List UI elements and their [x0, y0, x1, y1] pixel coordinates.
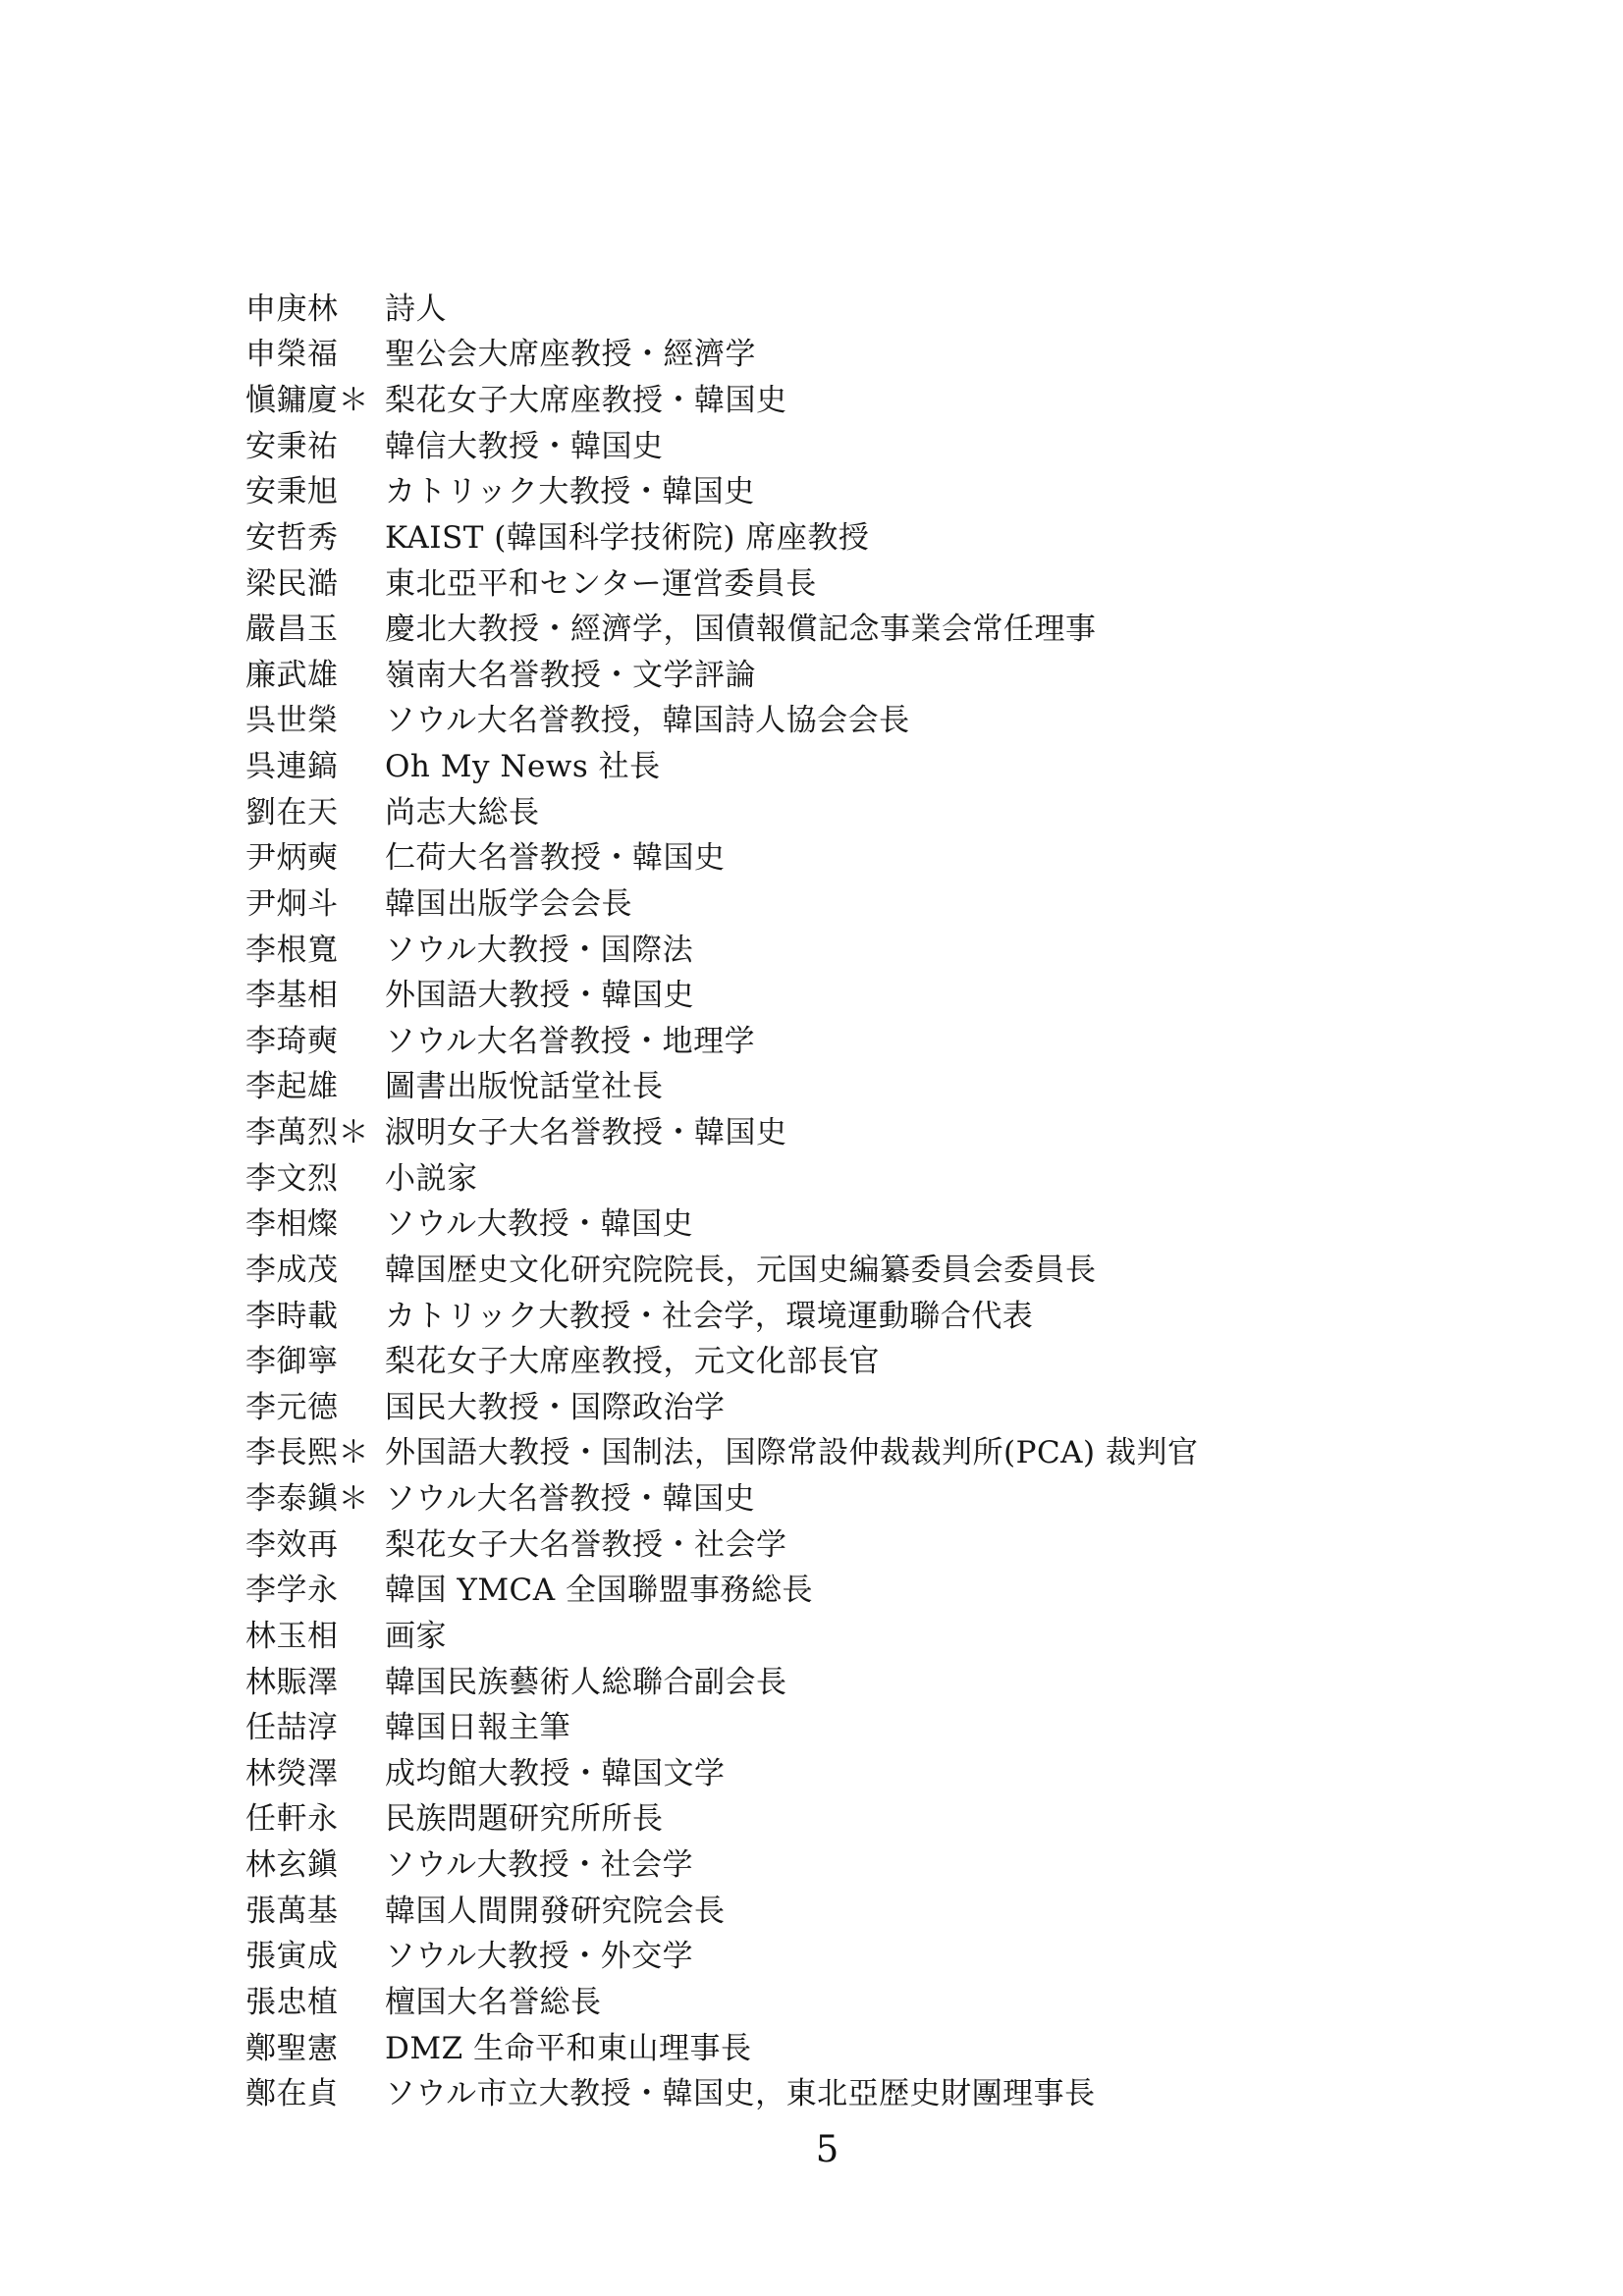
- list-item: [245, 283, 1483, 329]
- list-item: [245, 329, 1483, 375]
- list-item: [245, 695, 1483, 741]
- entry-title: 嶺南大名誉教授・文学評論: [385, 657, 756, 693]
- entry-title: 韓信大教授・韓国史: [385, 428, 664, 464]
- entry-title: カトリック大教授・韓国史: [385, 474, 755, 510]
- entry-title: 韓国日報主筆: [385, 1710, 570, 1746]
- list-item: [245, 878, 1483, 924]
- list-item: [245, 740, 1483, 786]
- entry-name: 劉在天: [245, 794, 339, 830]
- entry-name: 林玉相: [245, 1618, 339, 1654]
- list-item: [245, 1199, 1483, 1245]
- entry-name: 李基相: [245, 978, 339, 1014]
- entry-name: 尹炯斗: [245, 885, 339, 922]
- list-item: [245, 1472, 1483, 1519]
- list-item: [245, 924, 1483, 970]
- list-item: [245, 420, 1483, 466]
- entry-name: 任喆淳: [245, 1710, 339, 1746]
- entry-name: 林熒澤: [245, 1755, 339, 1791]
- entry-name: 李起雄: [245, 1069, 339, 1105]
- list-item: [245, 1976, 1483, 2022]
- entry-name: 張寅成: [245, 1939, 339, 1975]
- page-number: 5: [815, 2128, 839, 2170]
- entry-title: ソウル大名誉教授・韓国史: [385, 1481, 756, 1518]
- entry-title: 韓国民族藝術人総聯合副会長: [385, 1664, 787, 1700]
- list-item: [245, 969, 1483, 1015]
- list-item: [245, 1747, 1483, 1793]
- list-item: [245, 1244, 1483, 1290]
- entry-title: 外国語大教授・韓国史: [385, 978, 694, 1014]
- entry-title: ソウル大教授・社会学: [385, 1847, 694, 1884]
- entry-name: 李泰鎭＊: [245, 1481, 369, 1518]
- list-item: [245, 1565, 1483, 1611]
- list-item: [245, 786, 1483, 832]
- list-item: [245, 1290, 1483, 1336]
- list-item: [245, 1656, 1483, 1702]
- entry-title: 国民大教授・国際政治学: [385, 1389, 726, 1425]
- entry-name: 梁民澔: [245, 565, 339, 602]
- list-item: [245, 2067, 1483, 2113]
- list-item: [245, 1015, 1483, 1061]
- entry-title: 梨花女子大名誉教授・社会学: [385, 1526, 787, 1563]
- entry-name: 安秉旭: [245, 474, 339, 510]
- entry-title: 韓国 YMCA 全国聯盟事務総長: [385, 1573, 814, 1609]
- list-item: [245, 1610, 1483, 1656]
- list-item: [245, 1152, 1483, 1199]
- entry-name: 安哲秀: [245, 519, 339, 556]
- list-item: [245, 1106, 1483, 1152]
- entry-title: 仁荷大名誉教授・韓国史: [385, 840, 726, 877]
- entry-name: 呉連鎬: [245, 749, 339, 785]
- entry-title: 韓国人間開發硏究院会長: [385, 1893, 726, 1929]
- entry-name: 呉世榮: [245, 703, 339, 739]
- entry-title: 圖書出版悅話堂社長: [385, 1069, 664, 1105]
- entry-title: 民族問題研究所所長: [385, 1801, 664, 1838]
- entry-title: カトリック大教授・社会学，環境運動聯合代表: [385, 1298, 1034, 1334]
- list-item: [245, 511, 1483, 558]
- list-item: [245, 1519, 1483, 1565]
- entry-title: 画家: [385, 1618, 447, 1654]
- entry-name: 林賑澤: [245, 1664, 339, 1700]
- entry-name: 任軒永: [245, 1801, 339, 1838]
- entry-title: 外国語大教授・国制法，国際常設仲裁裁判所(PCA) 裁判官: [385, 1435, 1199, 1471]
- list-item: [245, 603, 1483, 649]
- entry-name: 張萬基: [245, 1893, 339, 1929]
- entry-name: 李根寬: [245, 932, 339, 968]
- entry-name: 安秉祐: [245, 428, 339, 464]
- list-item: [245, 1427, 1483, 1473]
- entry-title: DMZ 生命平和東山理事長: [385, 2030, 752, 2066]
- entry-title: 檀国大名誉総長: [385, 1984, 602, 2020]
- entry-title: 淑明女子大名誉教授・韓国史: [385, 1115, 787, 1151]
- list-item: [245, 374, 1483, 420]
- entry-name: 林玄鎭: [245, 1847, 339, 1884]
- entry-title: 尚志大総長: [385, 794, 540, 830]
- list-item: [245, 1061, 1483, 1107]
- entry-title: KAIST (韓国科学技術院) 席座教授: [385, 519, 870, 556]
- entry-title: ソウル大名誉教授，韓国詩人協会会長: [385, 703, 910, 739]
- entry-title: 韓国出版学会会長: [385, 885, 632, 922]
- entry-name: 李時載: [245, 1298, 339, 1334]
- entry-title: 成均館大教授・韓国文学: [385, 1755, 726, 1791]
- entry-name: 李文烈: [245, 1160, 339, 1197]
- entry-name: 嚴昌玉: [245, 612, 339, 648]
- list-item: [245, 1381, 1483, 1427]
- list-item: [245, 649, 1483, 695]
- list-item: [245, 1931, 1483, 1977]
- list-item: [245, 1701, 1483, 1747]
- list-item: [245, 1793, 1483, 1840]
- entry-name: 李效再: [245, 1526, 339, 1563]
- list-item: [245, 832, 1483, 879]
- entry-title: 梨花女子大席座教授，元文化部長官: [385, 1344, 880, 1380]
- list-item: [245, 558, 1483, 604]
- entry-name: 李相燦: [245, 1206, 339, 1243]
- entry-title: ソウル大教授・韓国史: [385, 1206, 694, 1243]
- signatory-list: [245, 283, 1483, 2113]
- entry-name: 李御寧: [245, 1344, 339, 1380]
- list-item: [245, 1885, 1483, 1931]
- entry-name: 李学永: [245, 1573, 339, 1609]
- entry-name: 申庚林: [245, 291, 339, 327]
- list-item: [245, 1335, 1483, 1381]
- entry-name: 李萬烈＊: [245, 1115, 369, 1151]
- entry-title: ソウル大教授・国際法: [385, 932, 694, 968]
- entry-name: 李成茂: [245, 1252, 339, 1288]
- entry-name: 廉武雄: [245, 657, 339, 693]
- entry-title: ソウル大名誉教授・地理学: [385, 1023, 756, 1059]
- entry-title: 小説家: [385, 1160, 478, 1197]
- entry-name: 申榮福: [245, 337, 339, 373]
- entry-name: 鄭聖憲: [245, 2030, 339, 2066]
- entry-name: 愼鏞廈＊: [245, 383, 369, 419]
- entry-name: 李元德: [245, 1389, 339, 1425]
- entry-title: 慶北大教授・經濟学，国債報償記念事業会常任理事: [385, 612, 1097, 648]
- list-item: [245, 2022, 1483, 2068]
- entry-title: ソウル市立大教授・韓国史，東北亞歴史財團理事長: [385, 2076, 1096, 2112]
- entry-name: 張忠植: [245, 1984, 339, 2020]
- entry-title: ソウル大教授・外交学: [385, 1939, 694, 1975]
- entry-title: 東北亞平和センター運営委員長: [385, 565, 817, 602]
- entry-title: 韓国歴史文化研究院院長，元国史編纂委員会委員長: [385, 1252, 1097, 1288]
- entry-name: 李琦奭: [245, 1023, 339, 1059]
- entry-name: 鄭在貞: [245, 2076, 339, 2112]
- entry-name: 尹炳奭: [245, 840, 339, 877]
- entry-title: 詩人: [385, 291, 447, 327]
- list-item: [245, 466, 1483, 512]
- entry-name: 李長熙＊: [245, 1435, 369, 1471]
- entry-title: Oh My News 社長: [385, 749, 661, 785]
- list-item: [245, 1839, 1483, 1885]
- entry-title: 梨花女子大席座教授・韓国史: [385, 383, 787, 419]
- entry-title: 聖公会大席座教授・經濟学: [385, 337, 756, 373]
